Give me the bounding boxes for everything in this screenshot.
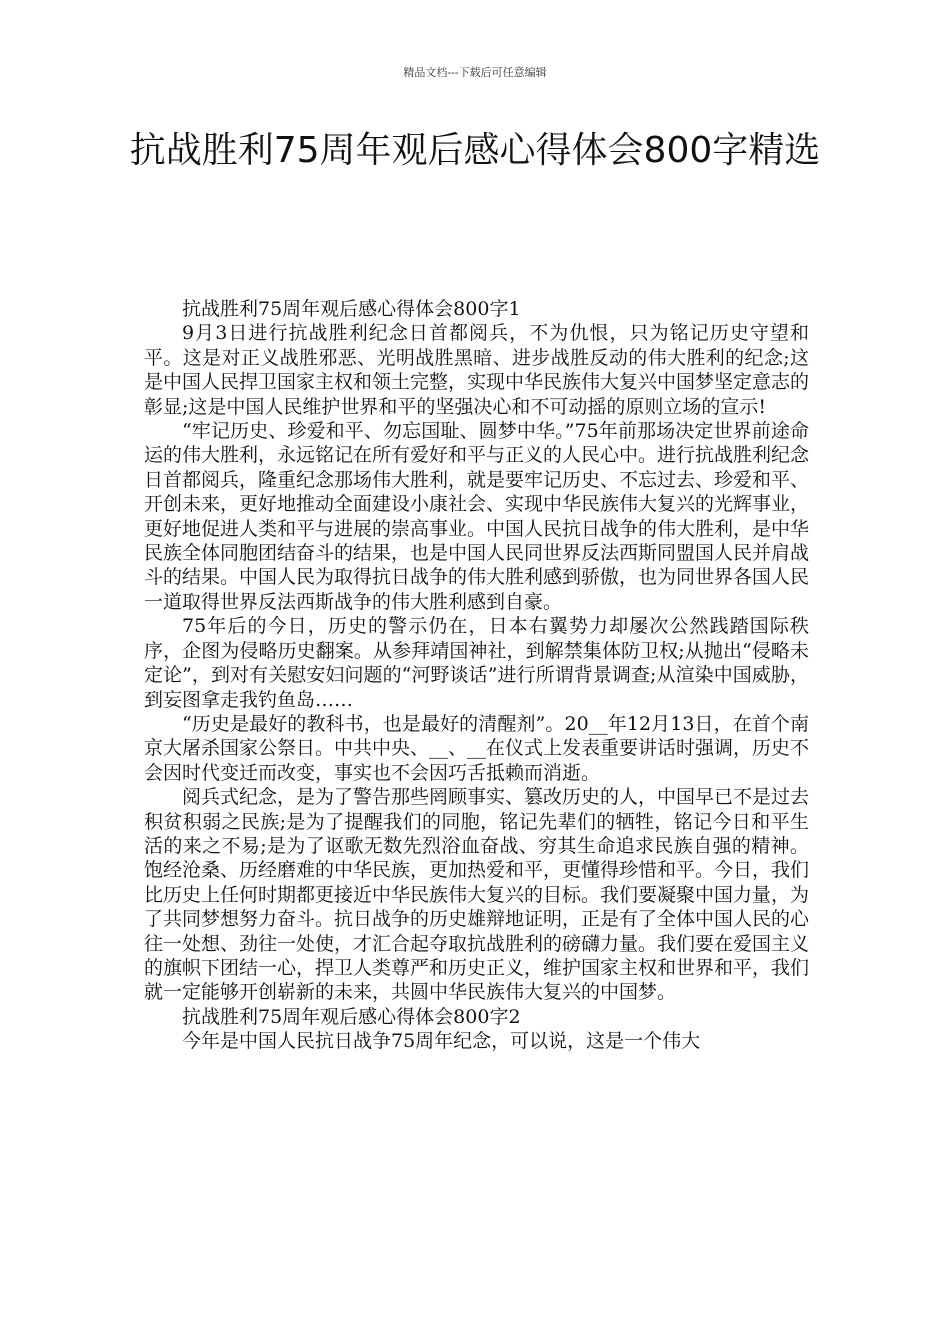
section-heading-2: 抗战胜利75周年观后感心得体会800字2 [182, 1005, 521, 1028]
page-header: 精品文档---下载后可任意编辑 [403, 66, 547, 79]
paragraph: “牢记历史、珍爱和平、勿忘国耻、圆梦中华。”75年前那场决定世界前途命运的伟大胜利，永远铭记在所有爱好和平与正义的人民心中。进行抗战胜利纪念日首都阅兵，隆重纪念那场伟大胜利，就是要牢记历史、不忘过去、珍爱和平、开创未来，更好地推动全面建设小康社会、实现中华民族伟大复兴的光辉事业，更好地促进人类和平与进展的崇高事业。中国人民抗日战争的伟大胜利，是中华民族全体同胞团结奋斗的结果，也是中国人民同世界反法西斯同盟国人民并肩战斗的结果。中国人民为取得抗日战争的伟大胜利感到骄傲，也为同世界各国人民一道取得世界反法西斯战争的伟大胜利感到自豪。 [144, 420, 810, 613]
paragraph: 今年是中国人民抗日战争75周年纪念，可以说，这是一个伟大 [182, 1030, 701, 1053]
paragraph: 75年后的今日，历史的警示仍在，日本右翼势力却屡次公然践踏国际秩序，企图为侵略历史翻案。从参拜靖国神社，到解禁集体防卫权;从抛出“侵略未定论”，到对有关慰安妇问题的“河野谈话”进行所谓背景调查;从渲染中国威胁，到妄图拿走我钓鱼岛…… [144, 615, 809, 711]
document-body [144, 297, 809, 1054]
document-title: 抗战胜利75周年观后感心得体会800字精选 [129, 130, 821, 171]
paragraph: “历史是最好的教科书，也是最好的清醒剂”。20__年12月13日，在首个南京大屠杀国家公祭日。中共中央、__、__在仪式上发表重要讲话时强调，历史不会因时代变迁而改变，事实也不会因巧舌抵赖而消逝。 [144, 712, 810, 784]
section-heading-1: 抗战胜利75周年观后感心得体会800字1 [182, 298, 521, 320]
paragraph: 阅兵式纪念，是为了警告那些罔顾事实、篡改历史的人，中国早已不是过去积贫积弱之民族;是为了提醒我们的同胞，铭记先辈们的牺牲，铭记今日和平生活的来之不易;是为了讴歌无数先烈浴血奋战、穷其生命追求民族自强的精神。饱经沧桑、历经磨难的中华民族，更加热爱和平，更懂得珍惜和平。今日，我们比历史上任何时期都更接近中华民族伟大复兴的目标。我们要凝聚中国力量，为了共同梦想努力奋斗。抗日战争的历史雄辩地证明，正是有了全体中国人民的心往一处想、劲往一处使，才汇合起夺取抗战胜利的磅礴力量。我们要在爱国主义的旗帜下团结一心，捍卫人类尊严和历史正义，维护国家主权和世界和平，我们就一定能够开创崭新的未来，共圆中华民族伟大复兴的中国梦。 [144, 786, 810, 1004]
paragraph: 9月3日进行抗战胜利纪念日首都阅兵，不为仇恨，只为铭记历史守望和平。这是对正义战胜邪恶、光明战胜黑暗、进步战胜反动的伟大胜利的纪念;这是中国人民捍卫国家主权和领土完整，实现中华民族伟大复兴中国梦坚定意志的彰显;这是中国人民维护世界和平的坚强决心和不可动摇的原则立场的宣示! [144, 322, 810, 418]
